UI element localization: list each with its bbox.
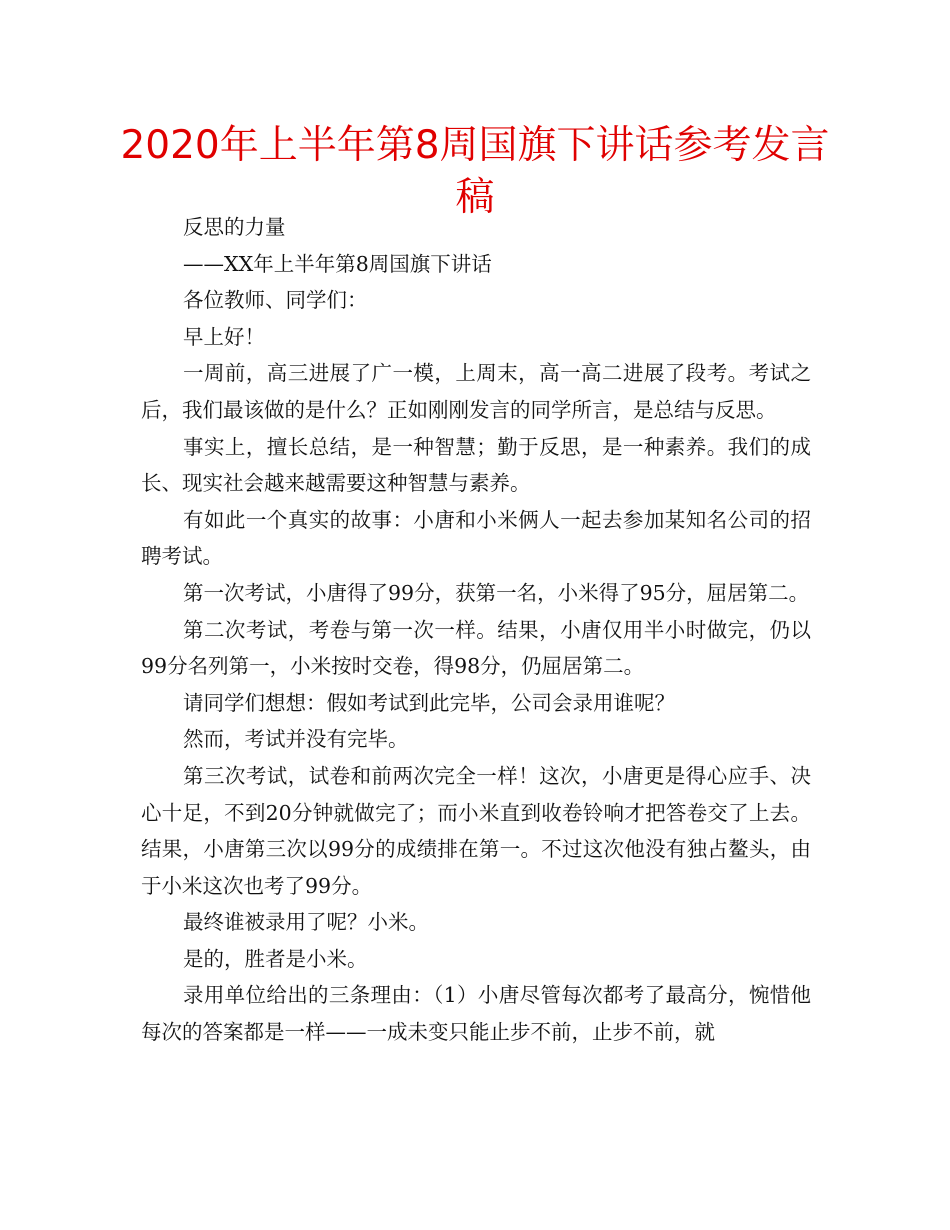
paragraph: 各位教师、同学们： [183,288,368,313]
document-body [141,209,811,1051]
paragraph: 早上好！ [183,324,265,349]
paragraph: 第二次考试，考卷与第一次一样。结果，小唐仅用半小时做完，仍以99分名列第一，小米按时交卷，得98分，仍屈居第二。 [141,617,811,679]
paragraph: 有如此一个真实的故事：小唐和小米俩人一起去参加某知名公司的招聘考试。 [141,507,811,569]
paragraph: 最终谁被录用了呢？小米。 [183,910,429,935]
paragraph: 请同学们想想：假如考试到此完毕，公司会录用谁呢？ [183,690,675,715]
document-title: 2020年上半年第8周国旗下讲话参考发言稿 [120,123,830,220]
paragraph: 第一次考试，小唐得了99分，获第一名，小米得了95分，屈居第二。 [183,580,810,605]
paragraph: 是的，胜者是小米。 [183,946,368,971]
paragraph: 一周前，高三进展了广一模，上周末，高一高二进展了段考。考试之后，我们最该做的是什么？正如刚刚发言的同学所言，是总结与反思。 [141,361,811,422]
paragraph: 录用单位给出的三条理由：（1）小唐尽管每次都考了最高分，惋惜他每次的答案都是一样——一成未变只能止步不前，止步不前，就 [141,983,811,1045]
paragraph: 第三次考试，试卷和前两次完全一样！这次，小唐更是得心应手、决心十足，不到20分钟就做完了；而小米直到收卷铃响才把答卷交了上去。结果，小唐第三次以99分的成绩排在第一。不过这次他没有独占鳌头，由于小米这次也考了99分。 [141,763,811,898]
paragraph: ——XX年上半年第8周国旗下讲话 [183,251,492,276]
paragraph: 事实上，擅长总结，是一种智慧；勤于反思，是一种素养。我们的成长、现实社会越来越需要这种智慧与素养。 [141,434,811,496]
paragraph: 然而，考试并没有完毕。 [183,727,409,752]
paragraph: 反思的力量 [183,215,286,239]
